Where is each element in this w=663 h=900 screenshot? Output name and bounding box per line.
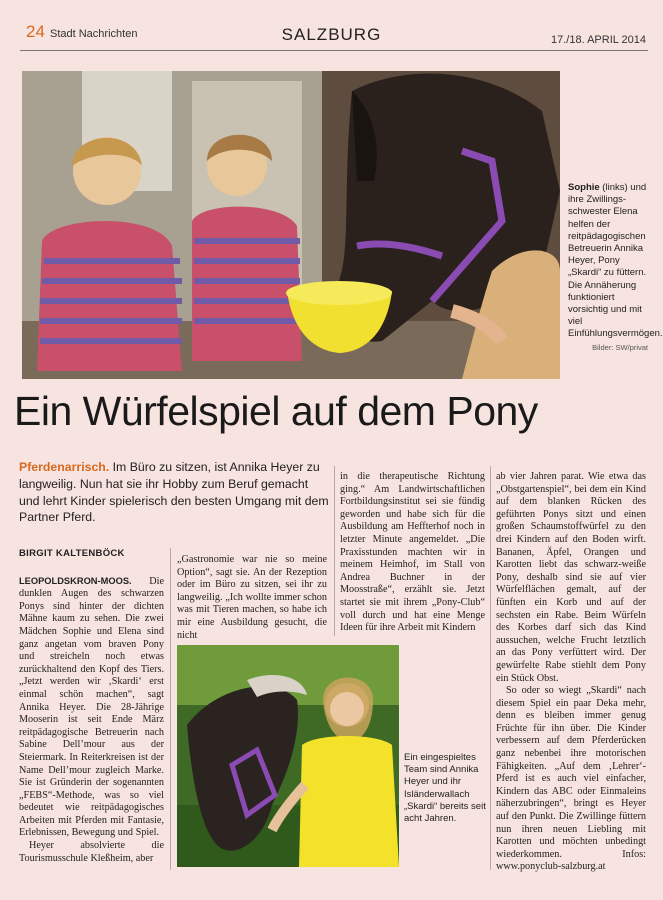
- bottom-photo-caption: Ein eingespieltes Team sind Annika Heyer und ihr Isländerwallach „Skardi“ bereits seit acht Jahren.: [404, 752, 486, 825]
- lead-text: Im Büro zu sitzen, ist Annika Heyer zu langweilig. Nun hat sie ihr Hobby zum Beruf gemacht und lehrt Kinder spielerisch den besten Umgang mit dem Partner Pferd.: [19, 460, 329, 525]
- text-column-4: [496, 471, 646, 874]
- paragraph: So oder so wiegt „Skardi“ nach diesem Spiel ein paar Deka mehr, denn es bleiben immer genug Früchte für ihn über. Die Kinder verbessern auf dem Pferderücken ganz nebenbei ihre motorischen Fähigkeiten. „Auf dem ‚Lehrer‘-Pferd ist es auch viel einfacher, Kindern das ABC oder Einmaleins näherzubringen“, bringt es Heyer auf den Punkt. Die Zwillinge füttern nun ihren neuen Liebling mit Karotten und möchten unbedingt wiederkommen. Infos: www.ponyclub-salzburg.at: [496, 685, 646, 873]
- paragraph: in die therapeutische Richtung ging.“ Am Landwirtschaftlichen Fortbildungsinstitut sei sie fündig geworden und habe sich für die Ausbildung am Heffterhof noch in letzter Minute angemeldet. „Die Praxisstunden machten wir in meinem Heimhof, im Stall von Andrea Buchner in der Moosstraße“, erzählt sie. Jetzt startet sie mit ihrem „Pony-Club“ voll durch und hat eine Menge Ideen für ihre Arbeit mit Kindern: [340, 471, 485, 634]
- text-column-3: [340, 471, 485, 635]
- article-lead: [19, 459, 331, 526]
- text-column-1: [19, 548, 164, 865]
- lead-kicker: Pferdenarrisch.: [19, 460, 110, 474]
- photo-annika-with-pony-image: [177, 645, 399, 867]
- issue-date: 17./18. APRIL 2014: [551, 34, 646, 46]
- top-photo-caption: [568, 182, 663, 354]
- dateline-place: LEOPOLDSKRON-MOOS.: [19, 575, 132, 586]
- caption-text: (links) und ihre Zwillings-schwester Elena helfen der reitpädagogischen Betreuerin Annika Heyer, Pony „Skardi“ zu füttern. Die Annäherung funktioniert vorsichtig und mit viel Einfühlungsvermögen.: [568, 182, 663, 340]
- byline: BIRGIT KALTENBÖCK: [19, 548, 125, 559]
- page-header: [0, 0, 663, 52]
- photo-girls-feeding-pony-image: [22, 71, 560, 379]
- region-title: SALZBURG: [281, 25, 382, 44]
- photo-annika-with-pony: [177, 645, 399, 867]
- column-divider: [490, 466, 491, 870]
- column-divider: [334, 466, 335, 636]
- section-name: Stadt Nachrichten: [50, 28, 138, 40]
- paragraph: ab vier Jahren parat. Wie etwa das „Obstgartenspiel“, bei dem ein Kind auf dem blanken Rücken des geführten Ponys sitzt und einen großen Schaumstoffwürfel zu den drei Kindern auf den Boden wirft. Bananen, Äpfel, Orangen und Karotten liebt das schwarz-weiße Pony, deshalb sind sie auf vier Würfelflächen gemalt, auf der fünften ein Korb und auf der sechsten ein Rabe. Beim Würfeln des Korbes darf sich das Kind aussuchen, welche Frucht letztlich an das Pony verfüttert wird. Der gewürfelte Rabe stiehlt dem Pony ein Stück Obst.: [496, 471, 646, 684]
- paragraph: „Gastronomie war nie so meine Option“, sagt sie. An der Rezeption oder im Büro zu sitzen, sei ihr zu langweilig. „Ich wollte immer schon was mit Tieren machen, so habe ich mir eine Ausbildung gesucht, die nicht: [177, 554, 327, 641]
- paragraph-text: Die dunklen Augen des schwarzen Ponys sind hinter der dichten Mähne kaum zu sehen. Die zwei Mädchen Sophie und Elena sind ganz angetan vom braven Pony und streicheln noch etwas zurückhaltend den Kopf des Tiers. „Jetzt werden wir ‚Skardi‘ erst einmal schön machen“, sagt Annika Heyer. Die 28-Jährige Mooserin ist seit Ende März reitpädagogische Betreuerin nach Sabine Dell’mour aus der Steiermark. In Reiterkreisen ist der Name Dell’mour zugleich Marke. Sie ist Gründerin der sogenannten „FEBS“-Methode, was so viel bedeutet wie reitpädagogisches Arbeiten mit Pferden mit Fantasie, Erlebnissen, Bewegung und Spiel.: [19, 575, 164, 839]
- paragraph: [19, 575, 164, 840]
- text-column-2: [177, 554, 327, 642]
- caption-name: Sophie: [568, 182, 600, 193]
- page-number: 24: [26, 22, 45, 41]
- header-rule: [20, 50, 648, 51]
- photo-girls-feeding-pony: [22, 71, 560, 379]
- column-divider: [170, 548, 171, 870]
- paragraph: Heyer absolvierte die Tourismusschule Kleßheim, aber: [19, 840, 164, 864]
- photo-credit: Bilder: SW/privat: [592, 342, 648, 352]
- article-headline: Ein Würfelspiel auf dem Pony: [14, 388, 538, 434]
